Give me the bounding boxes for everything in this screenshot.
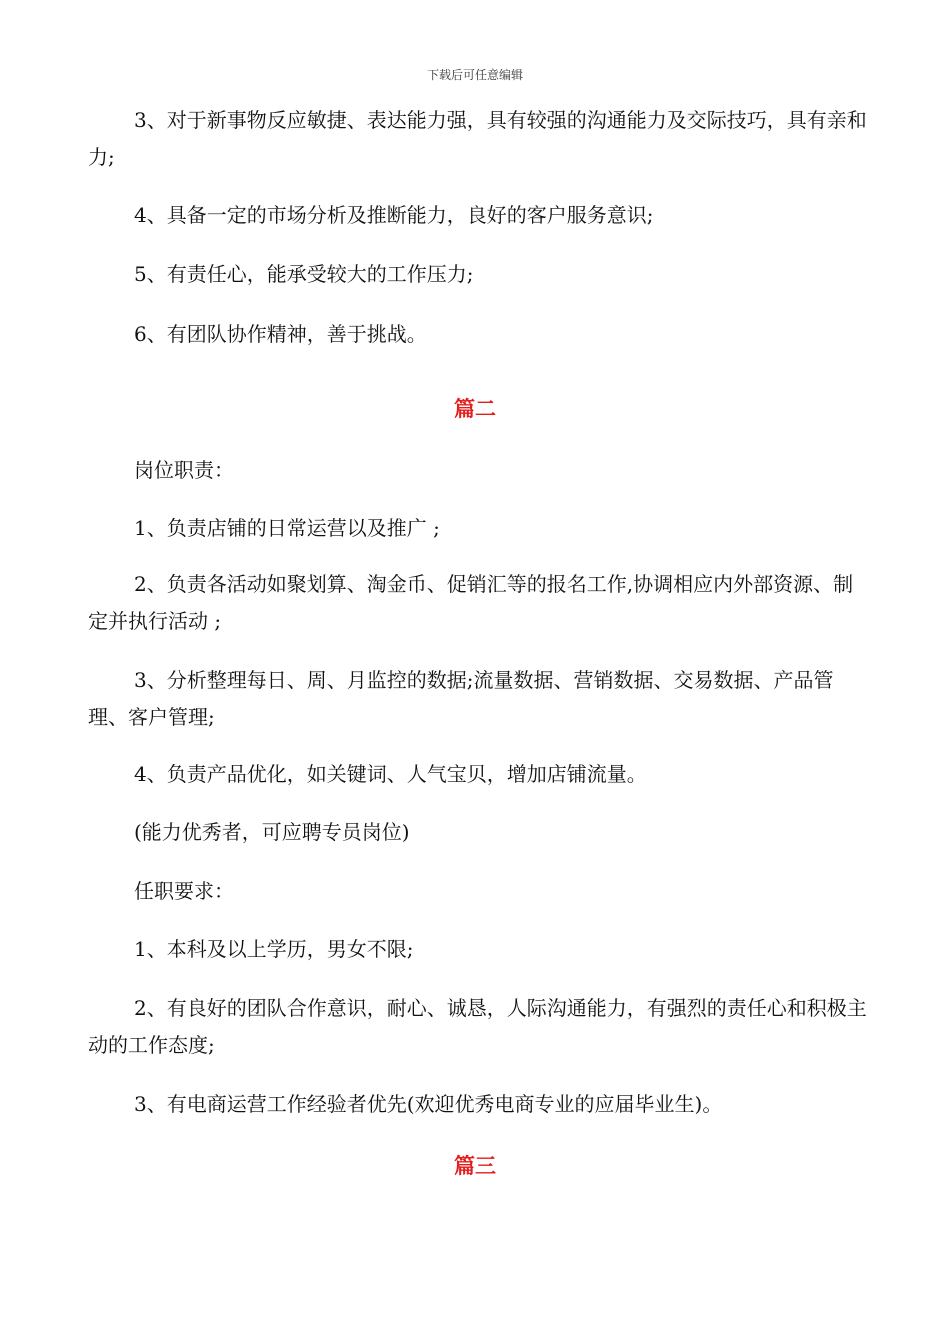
list-item: 1、本科及以上学历，男女不限; [134,937,414,961]
section-heading-2: 篇二 [454,396,496,421]
section-heading-3: 篇三 [454,1153,496,1178]
requirements-title: 任职要求： [134,879,234,903]
duties-title: 岗位职责： [134,458,234,482]
list-item: 4、负责产品优化，如关键词、人气宝贝，增加店铺流量。 [134,762,647,786]
list-item: 6、有团队协作精神，善于挑战。 [134,322,427,346]
list-item: 4、具备一定的市场分析及推断能力，良好的客户服务意识; [134,203,654,227]
note-text: (能力优秀者，可应聘专员岗位) [134,820,410,844]
list-item: 1、负责店铺的日常运营以及推广 ; [134,516,440,540]
list-item: 2、负责各活动如聚划算、淘金币、促销汇等的报名工作,协调相应内外部资源、制定并执行活动 ; [88,572,854,633]
list-item: 2、有良好的团队合作意识，耐心、诚恳，人际沟通能力，有强烈的责任心和积极主动的工作态度; [88,996,867,1057]
list-item: 3、分析整理每日、周、月监控的数据;流量数据、营销数据、交易数据、产品管理、客户管理; [88,668,834,729]
list-item: 3、有电商运营工作经验者优先(欢迎优秀电商专业的应届毕业生)。 [134,1092,723,1116]
page-header: 下载后可任意编辑 [426,68,523,82]
list-item: 3、对于新事物反应敏捷、表达能力强，具有较强的沟通能力及交际技巧，具有亲和力; [88,108,867,169]
list-item: 5、有责任心，能承受较大的工作压力; [134,262,474,286]
